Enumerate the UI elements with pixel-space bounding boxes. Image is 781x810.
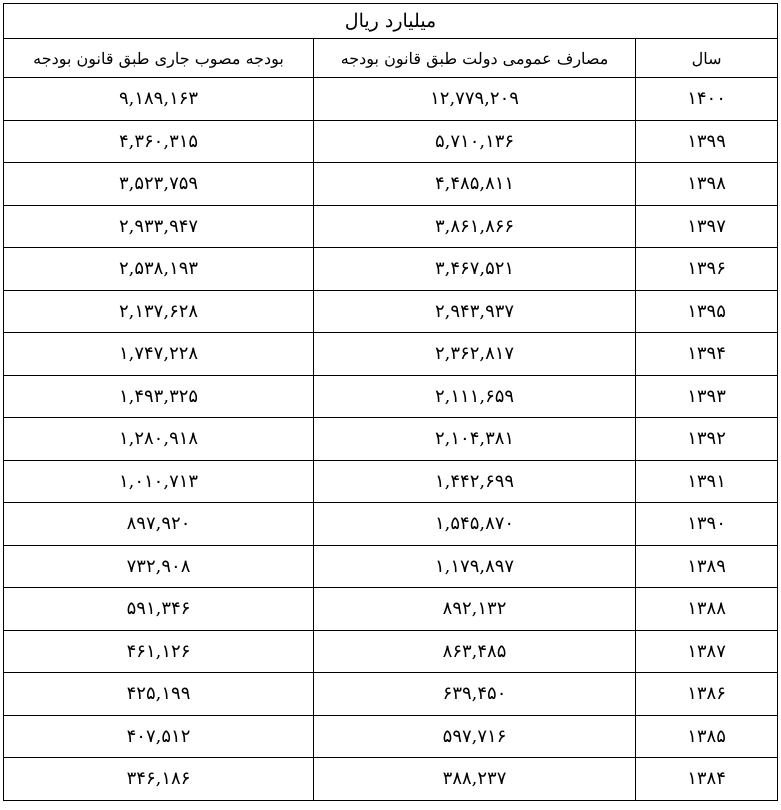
cell-current-budget: ۴۲۵,۱۹۹ <box>4 673 314 716</box>
table-row <box>4 78 778 121</box>
cell-spending: ۴,۴۸۵,۸۱۱ <box>314 163 636 206</box>
cell-current-budget: ۲,۵۳۸,۱۹۳ <box>4 248 314 291</box>
table-title: میلیارد ریال <box>4 4 778 39</box>
cell-spending: ۱,۱۷۹,۸۹۷ <box>314 545 636 588</box>
cell-spending: ۳,۸۶۱,۸۶۶ <box>314 205 636 248</box>
header-year: سال <box>636 39 778 78</box>
cell-current-budget: ۹,۱۸۹,۱۶۳ <box>4 78 314 121</box>
cell-year: ۱۳۹۳ <box>636 375 778 418</box>
cell-current-budget: ۱,۴۹۳,۳۲۵ <box>4 375 314 418</box>
cell-year: ۱۳۹۲ <box>636 418 778 461</box>
cell-current-budget: ۳۴۶,۱۸۶ <box>4 758 314 801</box>
cell-spending: ۵,۷۱۰,۱۳۶ <box>314 120 636 163</box>
cell-spending: ۳۸۸,۲۳۷ <box>314 758 636 801</box>
table-row <box>4 503 778 546</box>
cell-spending: ۸۹۲,۱۳۲ <box>314 588 636 631</box>
cell-year: ۱۳۹۴ <box>636 333 778 376</box>
cell-year: ۱۳۹۱ <box>636 460 778 503</box>
cell-year: ۱۳۸۸ <box>636 588 778 631</box>
cell-year: ۱۳۹۰ <box>636 503 778 546</box>
table-row <box>4 673 778 716</box>
cell-spending: ۶۳۹,۴۵۰ <box>314 673 636 716</box>
table-row <box>4 375 778 418</box>
cell-spending: ۳,۴۶۷,۵۲۱ <box>314 248 636 291</box>
table-row <box>4 205 778 248</box>
cell-current-budget: ۴۶۱,۱۲۶ <box>4 630 314 673</box>
table-row <box>4 545 778 588</box>
cell-year: ۱۳۸۶ <box>636 673 778 716</box>
cell-spending: ۲,۹۴۳,۹۳۷ <box>314 290 636 333</box>
header-row <box>4 39 778 78</box>
table-row <box>4 120 778 163</box>
table-row <box>4 163 778 206</box>
cell-spending: ۲,۱۰۴,۳۸۱ <box>314 418 636 461</box>
cell-current-budget: ۳,۵۲۳,۷۵۹ <box>4 163 314 206</box>
cell-current-budget: ۴,۳۶۰,۳۱۵ <box>4 120 314 163</box>
header-current-budget: بودجه مصوب جاری طبق قانون بودجه <box>4 39 314 78</box>
cell-year: ۱۳۸۴ <box>636 758 778 801</box>
cell-current-budget: ۸۹۷,۹۲۰ <box>4 503 314 546</box>
table-row <box>4 460 778 503</box>
title-row <box>4 4 778 39</box>
table-row <box>4 588 778 631</box>
cell-current-budget: ۱,۰۱۰,۷۱۳ <box>4 460 314 503</box>
cell-year: ۱۳۹۶ <box>636 248 778 291</box>
table-row <box>4 418 778 461</box>
cell-year: ۱۳۸۷ <box>636 630 778 673</box>
cell-year: ۱۳۸۹ <box>636 545 778 588</box>
cell-current-budget: ۱,۷۴۷,۲۲۸ <box>4 333 314 376</box>
cell-current-budget: ۲,۱۳۷,۶۲۸ <box>4 290 314 333</box>
table-row <box>4 290 778 333</box>
table-row <box>4 333 778 376</box>
cell-spending: ۵۹۷,۷۱۶ <box>314 715 636 758</box>
table-row <box>4 758 778 801</box>
cell-current-budget: ۱,۲۸۰,۹۱۸ <box>4 418 314 461</box>
table-row <box>4 630 778 673</box>
cell-year: ۱۳۹۵ <box>636 290 778 333</box>
table-body <box>4 78 778 801</box>
header-spending: مصارف عمومی دولت طبق قانون بودجه <box>314 39 636 78</box>
budget-table <box>3 3 778 801</box>
cell-current-budget: ۵۹۱,۳۴۶ <box>4 588 314 631</box>
table-row <box>4 715 778 758</box>
cell-spending: ۸۶۳,۴۸۵ <box>314 630 636 673</box>
cell-year: ۱۴۰۰ <box>636 78 778 121</box>
table-row <box>4 248 778 291</box>
cell-current-budget: ۴۰۷,۵۱۲ <box>4 715 314 758</box>
cell-spending: ۲,۳۶۲,۸۱۷ <box>314 333 636 376</box>
cell-year: ۱۳۹۷ <box>636 205 778 248</box>
cell-current-budget: ۷۳۲,۹۰۸ <box>4 545 314 588</box>
cell-spending: ۱,۵۴۵,۸۷۰ <box>314 503 636 546</box>
cell-year: ۱۳۸۵ <box>636 715 778 758</box>
cell-spending: ۱,۴۴۲,۶۹۹ <box>314 460 636 503</box>
cell-spending: ۱۲,۷۷۹,۲۰۹ <box>314 78 636 121</box>
cell-year: ۱۳۹۸ <box>636 163 778 206</box>
cell-year: ۱۳۹۹ <box>636 120 778 163</box>
cell-current-budget: ۲,۹۳۳,۹۴۷ <box>4 205 314 248</box>
cell-spending: ۲,۱۱۱,۶۵۹ <box>314 375 636 418</box>
